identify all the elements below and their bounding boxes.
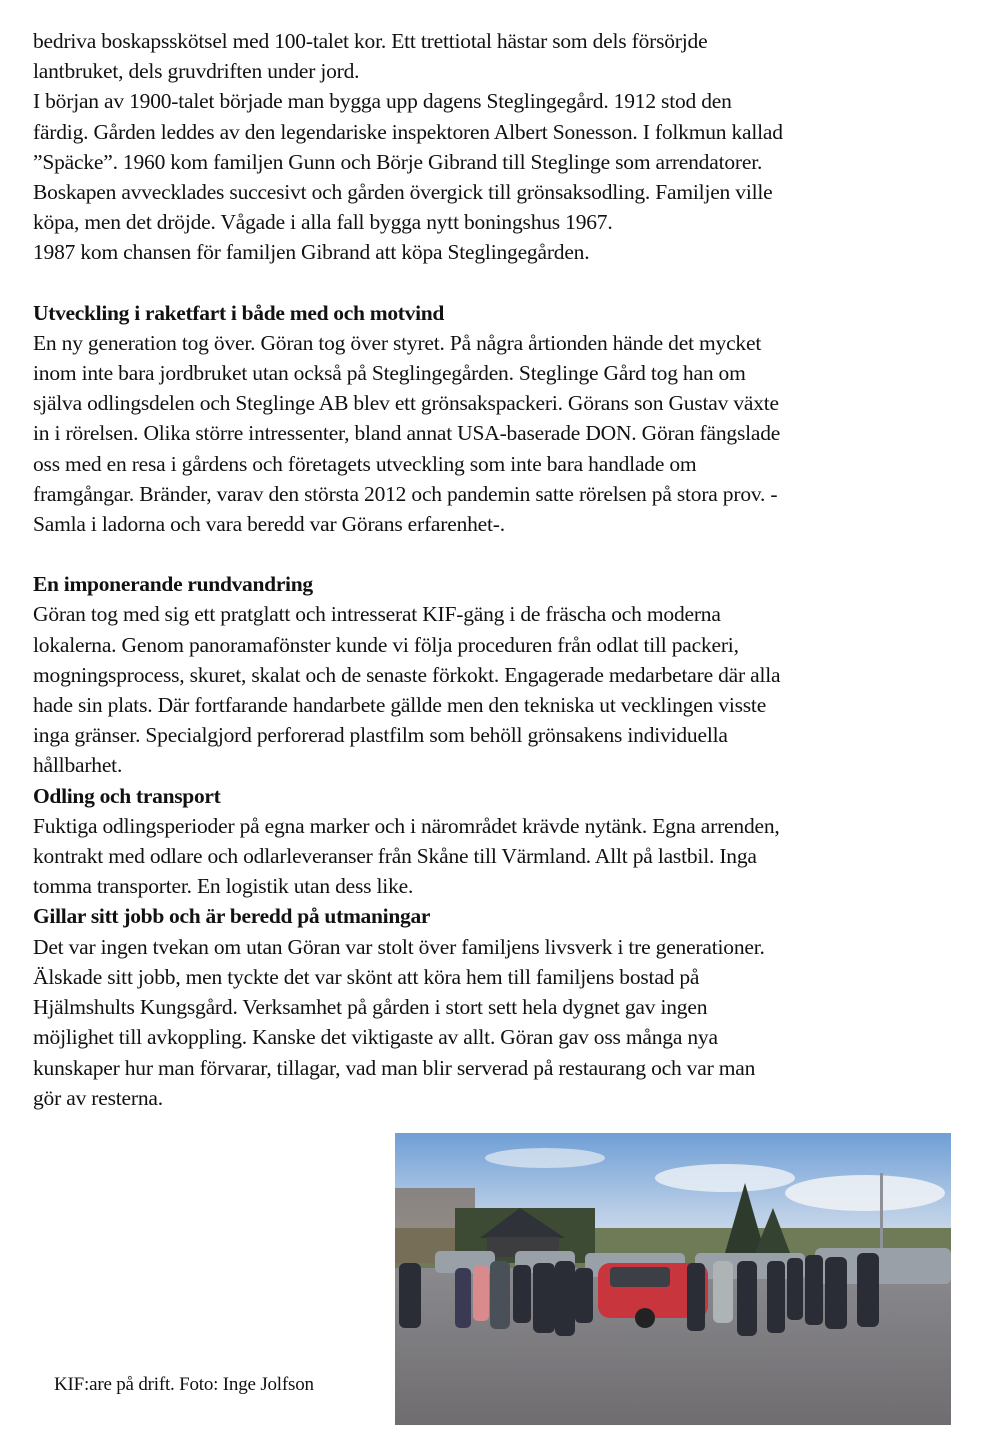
text-line: möjlighet till avkoppling. Kanske det viktigaste av allt. Göran gav oss många nya <box>33 1025 718 1050</box>
section-development <box>33 298 978 540</box>
section-heading: Odling och transport <box>33 783 221 808</box>
text-line: inga gränser. Specialgjord perforerad plastfilm som behöll grönsakens individuella <box>33 723 728 748</box>
text-line: kontrakt med odlare och odlarleveranser från Skåne till Värmland. Allt på lastbil. Inga <box>33 844 757 869</box>
text-line: gör av resterna. <box>33 1085 163 1110</box>
cloud <box>655 1164 795 1192</box>
text-line: köpa, men det dröjde. Vågade i alla fall bygga nytt boningshus 1967. <box>33 210 613 235</box>
section-heading: En imponerande rundvandring <box>33 572 313 597</box>
photo-caption: KIF:are på drift. Foto: Inge Jolfson <box>54 1374 314 1395</box>
text-line: Fuktiga odlingsperioder på egna marker och i närområdet krävde nytänk. Egna arrenden, <box>33 813 780 838</box>
photo-illustration <box>395 1133 951 1425</box>
text-line: färdig. Gården leddes av den legendariske inspektoren Albert Sonesson. I folkmun kallad <box>33 119 783 144</box>
group-photo <box>395 1133 951 1425</box>
text-line: framgångar. Bränder, varav den största 2012 och pandemin satte rörelsen på stora prov. - <box>33 481 778 506</box>
text-line: inom inte bara jordbruket utan också på Steglingegården. Steglinge Gård tog han om <box>33 361 746 386</box>
intro-paragraph <box>33 26 978 268</box>
article-body <box>33 26 978 1113</box>
text-line: in i rörelsen. Olika större intressenter, bland annat USA-baserade DON. Göran fängslade <box>33 421 781 446</box>
spacer <box>33 539 978 569</box>
text-line: kunskaper hur man förvarar, tillagar, vad man blir serverad på restaurang och var man <box>33 1055 756 1080</box>
section-transport <box>33 781 978 902</box>
text-line: bedriva boskapsskötsel med 100-talet kor. Ett trettiotal hästar som dels försörjde <box>33 29 708 53</box>
text-line: mogningsprocess, skuret, skalat och de senaste förkokt. Engagerade medarbetare där alla <box>33 662 781 687</box>
text-line: oss med en resa i gårdens och företagets utveckling som inte bara handlade om <box>33 451 697 476</box>
section-challenges <box>33 901 978 1112</box>
text-line: ”Späcke”. 1960 kom familjen Gunn och Börje Gibrand till Steglinge som arrendatorer. <box>33 149 763 174</box>
text-line: I början av 1900-talet började man bygga upp dagens Steglingegård. 1912 stod den <box>33 89 732 114</box>
text-line: Hjälmshults Kungsgård. Verksamhet på gården i stort sett hela dygnet gav ingen <box>33 995 708 1020</box>
text-line: hade sin plats. Där fortfarande handarbete gällde men den tekniska ut vecklingen visste <box>33 693 767 718</box>
text-line: själva odlingsdelen och Steglinge AB blev ett grönsakspackeri. Görans son Gustav växte <box>33 391 779 416</box>
section-tour <box>33 569 978 780</box>
text-line: hållbarhet. <box>33 753 123 778</box>
text-line: Det var ingen tvekan om utan Göran var stolt över familjens livsverk i tre generationer. <box>33 934 765 959</box>
text-line: lokalerna. Genom panoramafönster kunde vi följa proceduren från odlat till packeri, <box>33 632 739 657</box>
text-line: Göran tog med sig ett pratglatt och intresserat KIF-gäng i de fräscha och moderna <box>33 602 721 627</box>
text-line: tomma transporter. En logistik utan dess like. <box>33 874 414 899</box>
cloud <box>785 1175 945 1211</box>
cloud <box>485 1148 605 1168</box>
section-heading: Gillar sitt jobb och är beredd på utmaningar <box>33 904 431 929</box>
text-line: Boskapen avvecklades succesivt och gården övergick till grönsaksodling. Familjen ville <box>33 180 773 205</box>
text-line: lantbruket, dels gruvdriften under jord. <box>33 59 360 84</box>
text-line: En ny generation tog över. Göran tog över styret. På några årtionden hände det mycket <box>33 330 762 355</box>
lamp-post <box>880 1173 883 1253</box>
section-heading: Utveckling i raketfart i både med och motvind <box>33 300 445 325</box>
spacer <box>33 268 978 298</box>
text-line: 1987 kom chansen för familjen Gibrand att köpa Steglingegården. <box>33 240 590 265</box>
text-line: Samla i ladorna och vara beredd var Görans erfarenhet-. <box>33 512 505 537</box>
text-line: Älskade sitt jobb, men tyckte det var skönt att köra hem till familjens bostad på <box>33 964 700 989</box>
